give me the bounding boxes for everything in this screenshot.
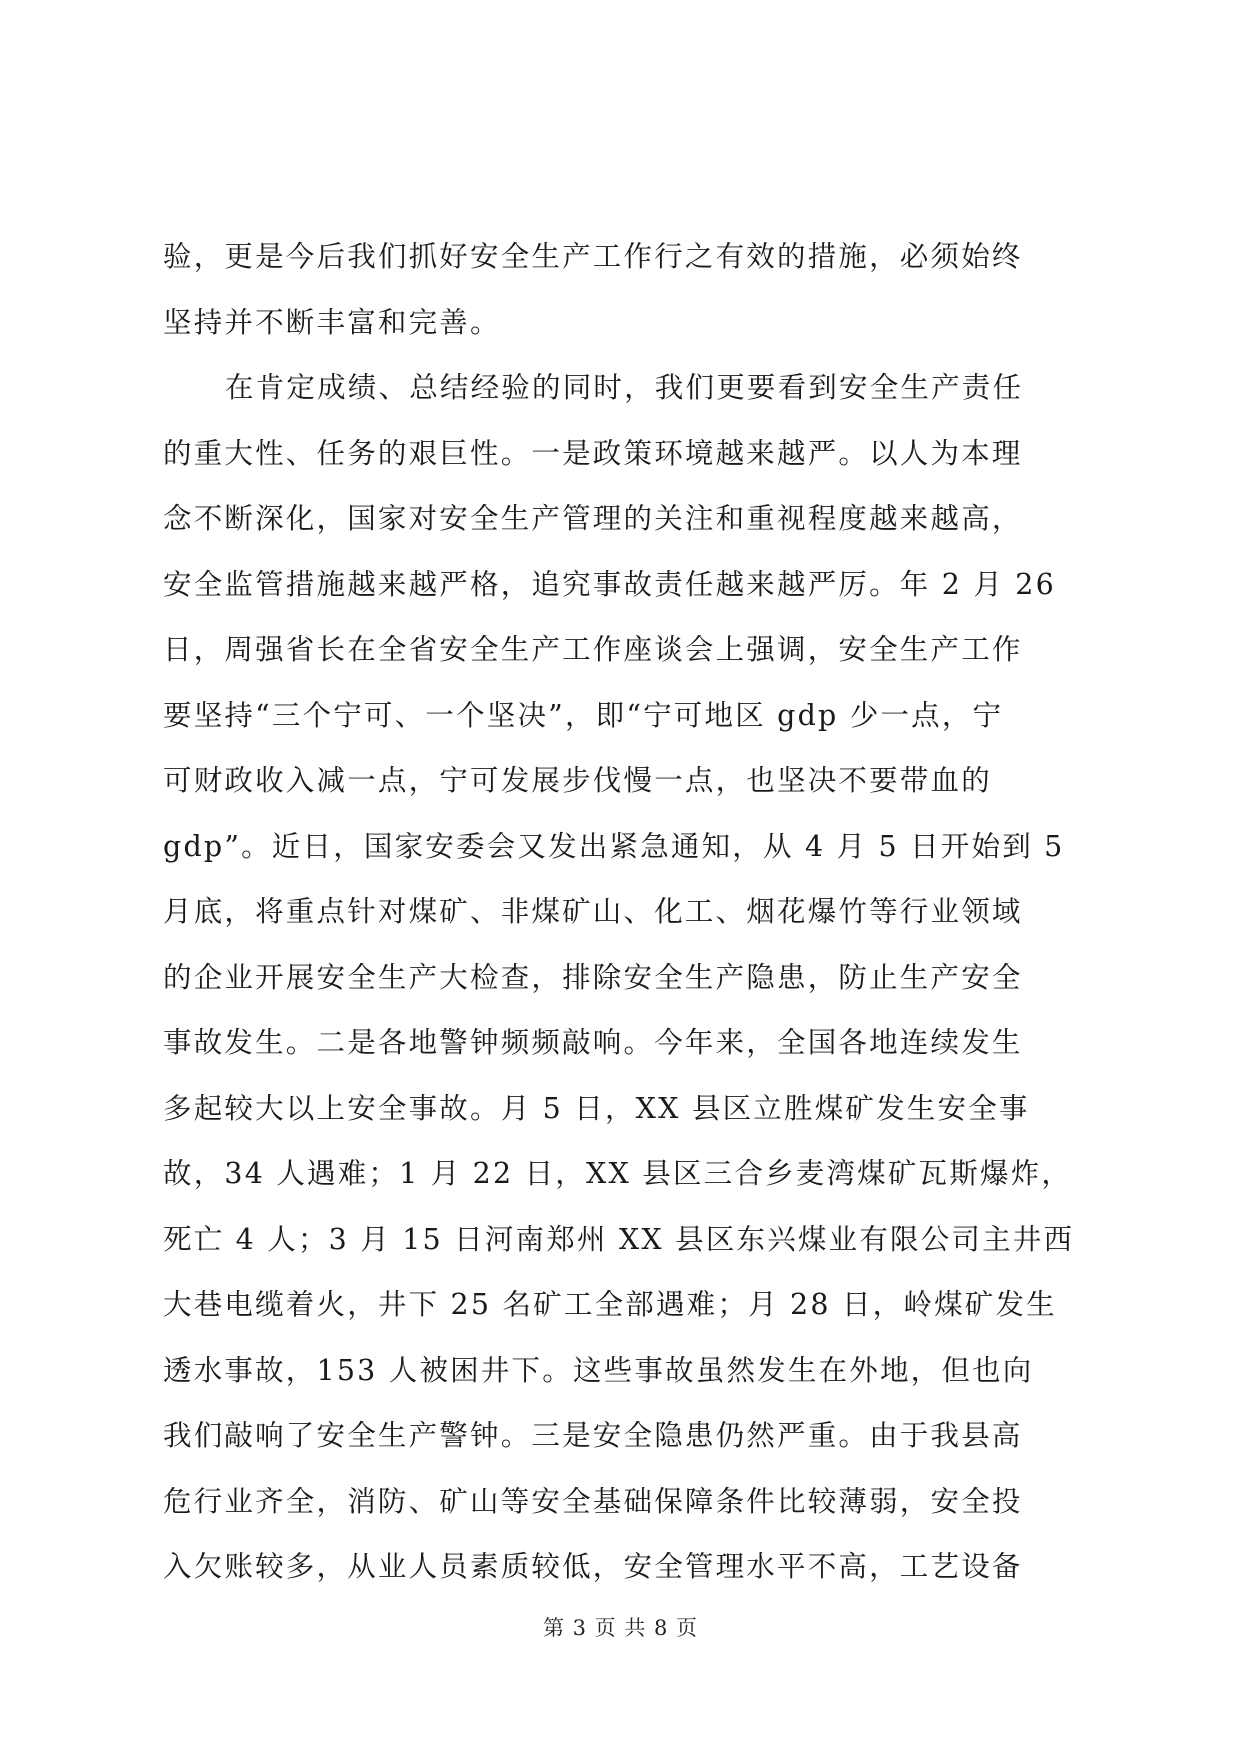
text-line: 要坚持“三个宁可、一个坚决”，即“宁可地区 gdp 少一点，宁 xyxy=(163,698,1004,732)
text-line: 安全监管措施越来越严格，追究事故责任越来越严厉。年 2 月 26 xyxy=(163,567,1056,601)
text-line: 的企业开展安全生产大检查，排除安全生产隐患，防止生产安全 xyxy=(163,960,1023,994)
paragraph-first-line: 在肯定成绩、总结经验的同时，我们更要看到安全生产责任 xyxy=(225,371,1024,404)
page-footer xyxy=(0,1612,1241,1642)
text-line: 大巷电缆着火，井下 25 名矿工全部遇难；月 28 日，岭煤矿发生 xyxy=(163,1288,1057,1321)
text-line: 透水事故，153 人被困井下。这些事故虽然发生在外地，但也向 xyxy=(163,1353,1034,1387)
text-line: 坚持并不断丰富和完善。 xyxy=(163,305,501,339)
text-line: 我们敲响了安全生产警钟。三是安全隐患仍然严重。由于我县高 xyxy=(163,1419,1023,1452)
text-line: 故，34 人遇难；1 月 22 日，XX 县区三合乡麦湾煤矿瓦斯爆炸， xyxy=(163,1157,1073,1190)
text-line: 月底，将重点针对煤矿、非煤矿山、化工、烟花爆竹等行业领域 xyxy=(163,895,1023,928)
body-text xyxy=(163,224,1098,1600)
page-number-label: 第 3 页 共 8 页 xyxy=(542,1616,699,1640)
text-line: 事故发生。二是各地警钟频频敲响。今年来，全国各地连续发生 xyxy=(163,1026,1023,1059)
text-line: gdp”。近日，国家安委会又发出紧急通知，从 4 月 5 日开始到 5 xyxy=(163,829,1065,863)
text-line: 死亡 4 人；3 月 15 日河南郑州 XX 县区东兴煤业有限公司主井西 xyxy=(163,1222,1075,1256)
text-line: 多起较大以上安全事故。月 5 日，XX 县区立胜煤矿发生安全事 xyxy=(163,1091,1030,1125)
text-line: 的重大性、任务的艰巨性。一是政策环境越来越严。以人为本理 xyxy=(163,436,1023,470)
text-line: 日，周强省长在全省安全生产工作座谈会上强调，安全生产工作 xyxy=(163,633,1023,666)
text-line: 念不断深化，国家对安全生产管理的关注和重视程度越来越高， xyxy=(163,502,1023,535)
text-line: 危行业齐全，消防、矿山等安全基础保障条件比较薄弱，安全投 xyxy=(163,1484,1023,1518)
text-line: 入欠账较多，从业人员素质较低，安全管理水平不高，工艺设备 xyxy=(163,1550,1023,1583)
text-line: 验，更是今后我们抓好安全生产工作行之有效的措施，必须始终 xyxy=(163,240,1023,273)
text-line: 可财政收入减一点，宁可发展步伐慢一点，也坚决不要带血的 xyxy=(163,764,992,797)
